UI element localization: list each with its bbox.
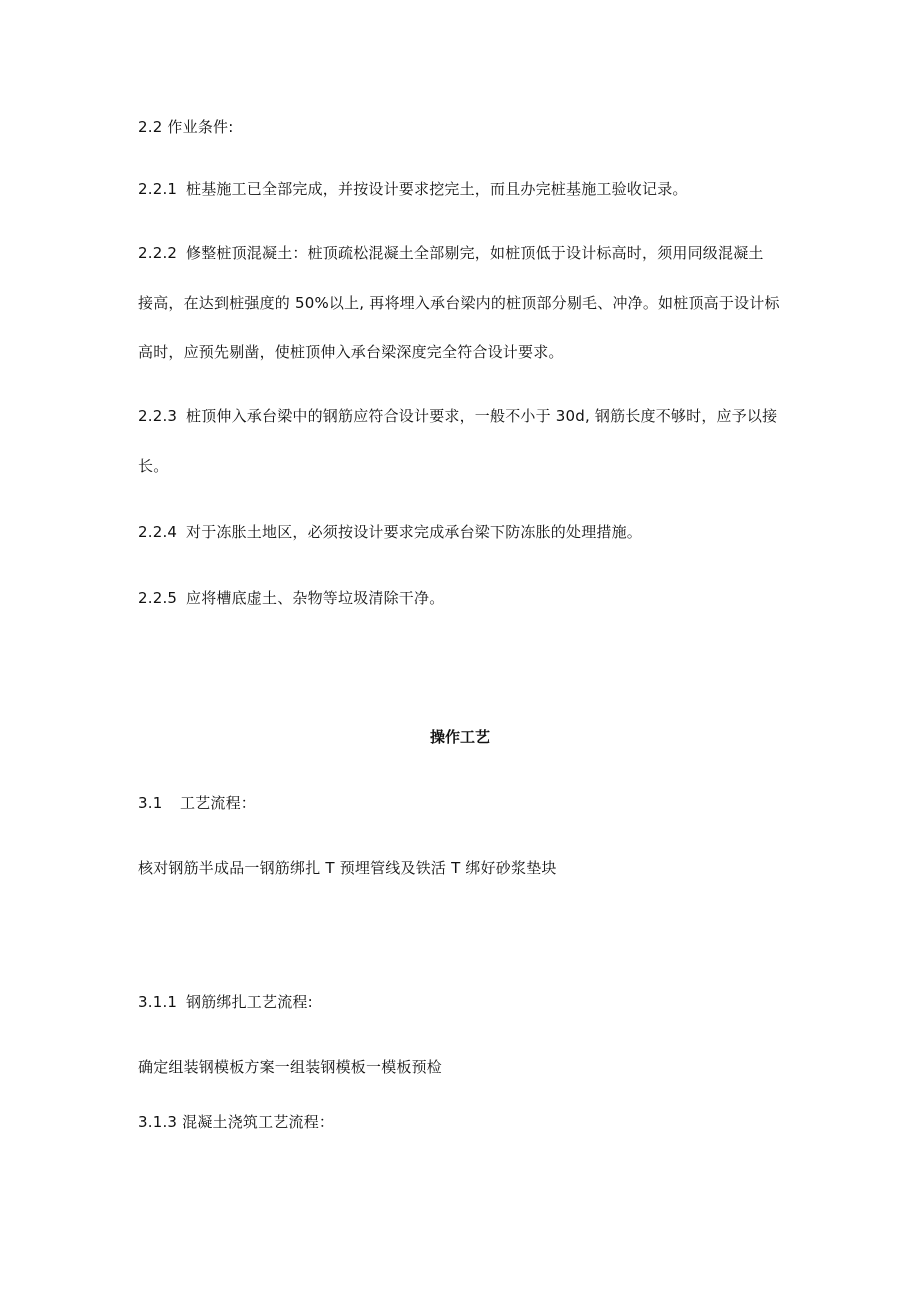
clause-2-2-3-cont-1: 长。	[138, 457, 169, 475]
section-2-2-title: 2.2 作业条件:	[138, 118, 234, 136]
clause-3-1-1	[138, 991, 313, 1013]
clause-2-2-2-cont-2: 高时，应预先剔凿，使桩顶伸入承台梁深度完全符合设计要求。	[138, 343, 564, 361]
clause-text: 桩顶伸入承台梁中的钢筋应符合设计要求，一般不小于 30d, 钢筋长度不够时，应予以接	[186, 407, 778, 425]
clause-3-1-3: 3.1.3 混凝土浇筑工艺流程：	[138, 1113, 335, 1131]
clause-text: 钢筋绑扎工艺流程:	[186, 993, 313, 1011]
clause-number: 2.2.1	[138, 180, 178, 198]
clause-text: 桩基施工已全部完成，并按设计要求挖完土，而且办完桩基施工验收记录。	[186, 180, 688, 198]
clause-text: 应将槽底虚土、杂物等垃圾清除干净。	[186, 589, 445, 607]
clause-2-2-1	[138, 178, 688, 200]
clause-2-2-3	[138, 405, 777, 427]
flow-3-1: 核对钢筋半成品一钢筋绑扎 T 预埋管线及铁活 T 绑好砂浆垫块	[138, 859, 557, 877]
clause-number: 3.1	[138, 794, 163, 812]
section-3-heading: 操作工艺	[429, 728, 490, 746]
clause-text: 工艺流程：	[180, 794, 257, 812]
flow-3-1-1: 确定组装钢模板方案一组装钢模板一模板预检	[138, 1058, 443, 1076]
clause-text: 修整桩顶混凝土：桩顶疏松混凝土全部剔完，如桩顶低于设计标高时，须用同级混凝土	[186, 244, 764, 262]
clause-2-2-4	[138, 521, 642, 543]
clause-text: 对于冻胀土地区，必须按设计要求完成承台梁下防冻胀的处理措施。	[186, 523, 643, 541]
clause-2-2-2	[138, 242, 764, 264]
clause-3-1	[138, 792, 256, 814]
clause-number: 2.2.5	[138, 589, 178, 607]
clause-2-2-5	[138, 587, 444, 609]
clause-number: 2.2.2	[138, 244, 178, 262]
clause-number: 2.2.4	[138, 523, 178, 541]
clause-number: 2.2.3	[138, 407, 178, 425]
clause-number: 3.1.1	[138, 993, 178, 1011]
clause-2-2-2-cont-1: 接高，在达到桩强度的 50%以上, 再将埋入承台梁内的桩顶部分剔毛、冲净。如桩顶高于设计标	[138, 294, 780, 312]
